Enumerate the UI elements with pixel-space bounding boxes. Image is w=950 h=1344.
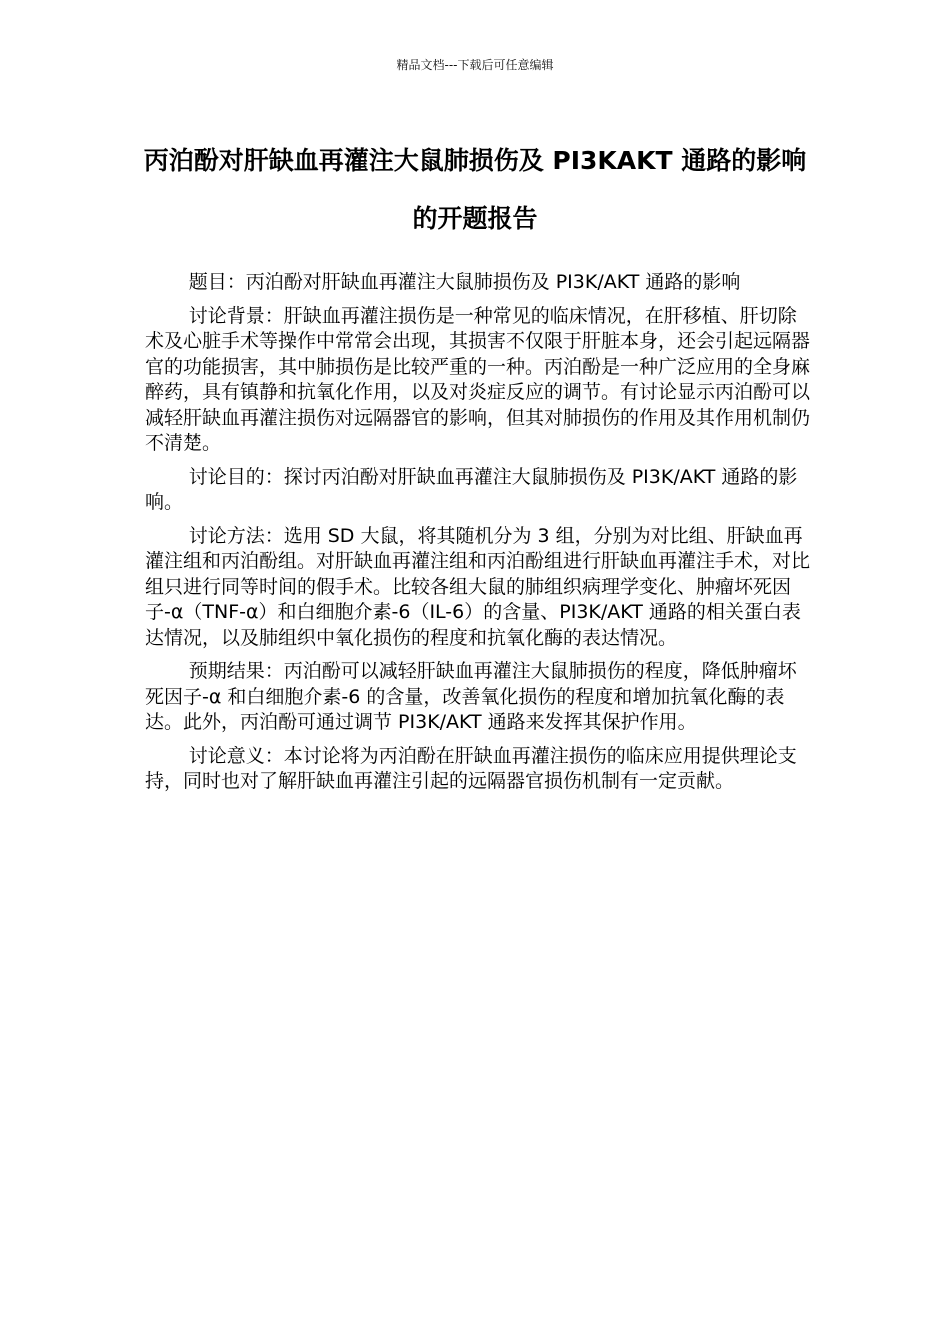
document-title: 丙泊酚对肝缺血再灌注大鼠肺损伤及 PI3KAKT 通路的影响的开题报告 [143, 146, 807, 233]
document-body [145, 270, 810, 803]
paragraph-purpose: 讨论目的：探讨丙泊酚对肝缺血再灌注大鼠肺损伤及 PI3K/AKT 通路的影响。 [145, 465, 798, 513]
paragraph-expected-results: 预期结果：丙泊酚可以减轻肝缺血再灌注大鼠肺损伤的程度，降低肿瘤坏死因子-α 和白细胞介素-6 的含量，改善氧化损伤的程度和增加抗氧化酶的表达。此外，丙泊酚可通过调节 PI3K/AKT 通路来发挥其保护作用。 [145, 660, 797, 733]
paragraph-significance: 讨论意义：本讨论将为丙泊酚在肝缺血再灌注损伤的临床应用提供理论支持，同时也对了解肝缺血再灌注引起的远隔器官损伤机制有一定贡献。 [145, 744, 797, 792]
header-note: 精品文档---下载后可任意编辑 [396, 58, 554, 72]
paragraph-topic: 题目：丙泊酚对肝缺血再灌注大鼠肺损伤及 PI3K/AKT 通路的影响 [188, 271, 741, 293]
paragraph-method: 讨论方法：选用 SD 大鼠，将其随机分为 3 组，分别为对比组、肝缺血再灌注组和丙泊酚组。对肝缺血再灌注组和丙泊酚组进行肝缺血再灌注手术，对比组只进行同等时间的假手术。比较各组大鼠的肺组织病理学变化、肿瘤坏死因子-α（TNF-α）和白细胞介素-6（IL-6）的含量、PI3K/AKT 通路的相关蛋白表达情况，以及肺组织中氧化损伤的程度和抗氧化酶的表达情况。 [145, 524, 811, 649]
paragraph-background: 讨论背景：肝缺血再灌注损伤是一种常见的临床情况，在肝移植、肝切除术及心脏手术等操作中常常会出现，其损害不仅限于肝脏本身，还会引起远隔器官的功能损害，其中肺损伤是比较严重的一种。丙泊酚是一种广泛应用的全身麻醉药，具有镇静和抗氧化作用，以及对炎症反应的调节。有讨论显示丙泊酚可以减轻肝缺血再灌注损伤对远隔器官的影响，但其对肺损伤的作用及其作用机制仍不清楚。 [145, 304, 811, 454]
